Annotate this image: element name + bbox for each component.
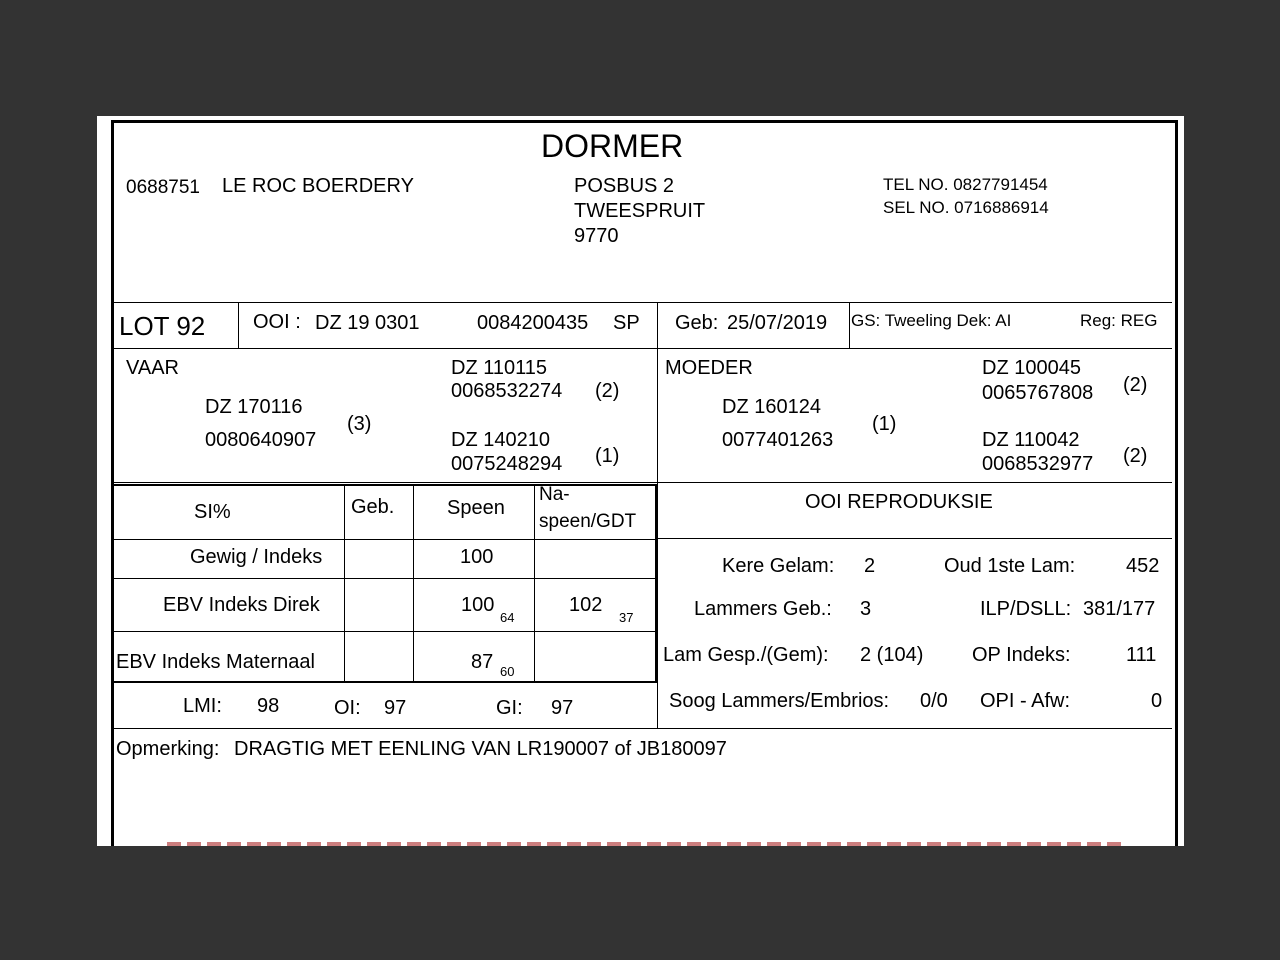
divider: [657, 538, 1172, 539]
moeder-id: DZ 160124: [722, 396, 821, 418]
opi-value: 0: [1151, 690, 1163, 712]
ooi-suffix: SP: [613, 312, 640, 334]
table-border: [534, 484, 535, 682]
lmi-label: LMI:: [183, 695, 222, 717]
divider: [114, 302, 1172, 303]
kere-label: Kere Gelam:: [722, 555, 835, 577]
geb-value: 25/07/2019: [727, 312, 828, 334]
vaar-sire-number: 0068532274: [451, 380, 563, 402]
table-border: [114, 578, 657, 579]
address-line-3: 9770: [574, 225, 619, 247]
opi-label: OPI - Afw:: [980, 690, 1071, 712]
vaar-dam-code: (1): [595, 445, 620, 467]
divider: [657, 348, 658, 482]
breed-title: DORMER: [541, 128, 684, 164]
vaar-id: DZ 170116: [205, 396, 303, 418]
owner-name: LE ROC BOERDERY: [222, 175, 414, 197]
sel-number: SEL NO. 0716886914: [883, 198, 1049, 217]
lam-gesp-label: Lam Gesp./(Gem):: [663, 644, 829, 666]
soog-value: 0/0: [920, 690, 948, 712]
lot-sheet: [97, 116, 1184, 846]
header-speen: Speen: [447, 497, 505, 519]
moeder-number: 0077401263: [722, 429, 834, 451]
ooi-label: OOI :: [253, 311, 301, 333]
table-border: [114, 539, 657, 540]
divider: [114, 728, 1172, 729]
row-direk-na: 102: [569, 594, 603, 616]
row-label-gewig: Gewig / Indeks: [190, 546, 323, 568]
address-line-2: TWEESPRUIT: [574, 200, 706, 222]
gi-value: 97: [551, 697, 574, 719]
address-line-1: POSBUS 2: [574, 175, 675, 197]
table-border: [413, 484, 414, 682]
vaar-number: 0080640907: [205, 429, 317, 451]
vaar-sire-code: (2): [595, 380, 620, 402]
op-value: 111: [1126, 644, 1157, 666]
row-maternaal-speen: 87: [471, 651, 494, 673]
moeder-sire-code: (2): [1123, 374, 1148, 396]
header-si: SI%: [194, 501, 231, 523]
row-maternaal-speen-accuracy: 60: [500, 664, 515, 679]
vaar-dam-id: DZ 140210: [451, 429, 550, 451]
lammers-label: Lammers Geb.:: [694, 598, 832, 620]
lam-gesp-value: 2 (104): [860, 644, 924, 666]
ooi-id: DZ 19 0301: [315, 312, 420, 334]
lmi-value: 98: [257, 695, 280, 717]
moeder-dam-number: 0068532977: [982, 453, 1094, 475]
row-direk-na-accuracy: 37: [619, 610, 634, 625]
table-border: [114, 484, 657, 486]
table-border: [114, 681, 657, 683]
repro-title: OOI REPRODUKSIE: [805, 491, 993, 513]
row-label-direk: EBV Indeks Direk: [163, 594, 320, 616]
oud-label: Oud 1ste Lam:: [944, 555, 1076, 577]
tel-number: TEL NO. 0827791454: [883, 175, 1048, 194]
geb-label: Geb:: [675, 312, 719, 334]
gs-info: GS: Tweeling Dek: AI: [851, 311, 1012, 330]
moeder-sire-number: 0065767808: [982, 382, 1094, 404]
ooi-number: 0084200435: [477, 312, 589, 334]
owner-id: 0688751: [126, 177, 200, 198]
vaar-dam-number: 0075248294: [451, 453, 563, 475]
moeder-dam-id: DZ 110042: [982, 429, 1080, 451]
table-border: [344, 484, 345, 682]
op-label: OP Indeks:: [972, 644, 1071, 666]
moeder-code: (1): [872, 413, 897, 435]
vaar-sire-id: DZ 110115: [451, 357, 547, 379]
header-speen-gdt: speen/GDT: [539, 511, 637, 532]
divider: [114, 348, 1172, 349]
vaar-code: (3): [347, 413, 372, 435]
divider: [849, 302, 850, 348]
remark-label: Opmerking:: [116, 738, 220, 760]
moeder-sire-id: DZ 100045: [982, 357, 1081, 379]
soog-label: Soog Lammers/Embrios:: [669, 690, 890, 712]
ilp-label: ILP/DSLL:: [980, 598, 1072, 620]
oi-value: 97: [384, 697, 407, 719]
remark-text: DRAGTIG MET EENLING VAN LR190007 of JB180097: [234, 738, 727, 760]
header-na: Na-: [539, 484, 570, 505]
divider: [657, 482, 658, 728]
lammers-value: 3: [860, 598, 872, 620]
divider: [114, 482, 1172, 483]
table-border: [114, 631, 657, 632]
divider: [238, 302, 239, 348]
reg-info: Reg: REG: [1080, 311, 1158, 330]
moeder-dam-code: (2): [1123, 445, 1148, 467]
moeder-label: MOEDER: [665, 357, 753, 379]
lot-label: LOT 92: [119, 311, 206, 341]
row-direk-speen: 100: [461, 594, 495, 616]
header-geb: Geb.: [351, 496, 395, 518]
gi-label: GI:: [496, 697, 523, 719]
row-label-maternaal: EBV Indeks Maternaal: [116, 651, 315, 673]
kere-value: 2: [864, 555, 876, 577]
oi-label: OI:: [334, 697, 361, 719]
divider: [657, 302, 658, 348]
oud-value: 452: [1126, 555, 1160, 577]
row-gewig-speen: 100: [460, 546, 494, 568]
cropped-footer-text: [167, 842, 1127, 846]
row-direk-speen-accuracy: 64: [500, 610, 515, 625]
ilp-value: 381/177: [1083, 598, 1156, 620]
vaar-label: VAAR: [126, 357, 179, 379]
